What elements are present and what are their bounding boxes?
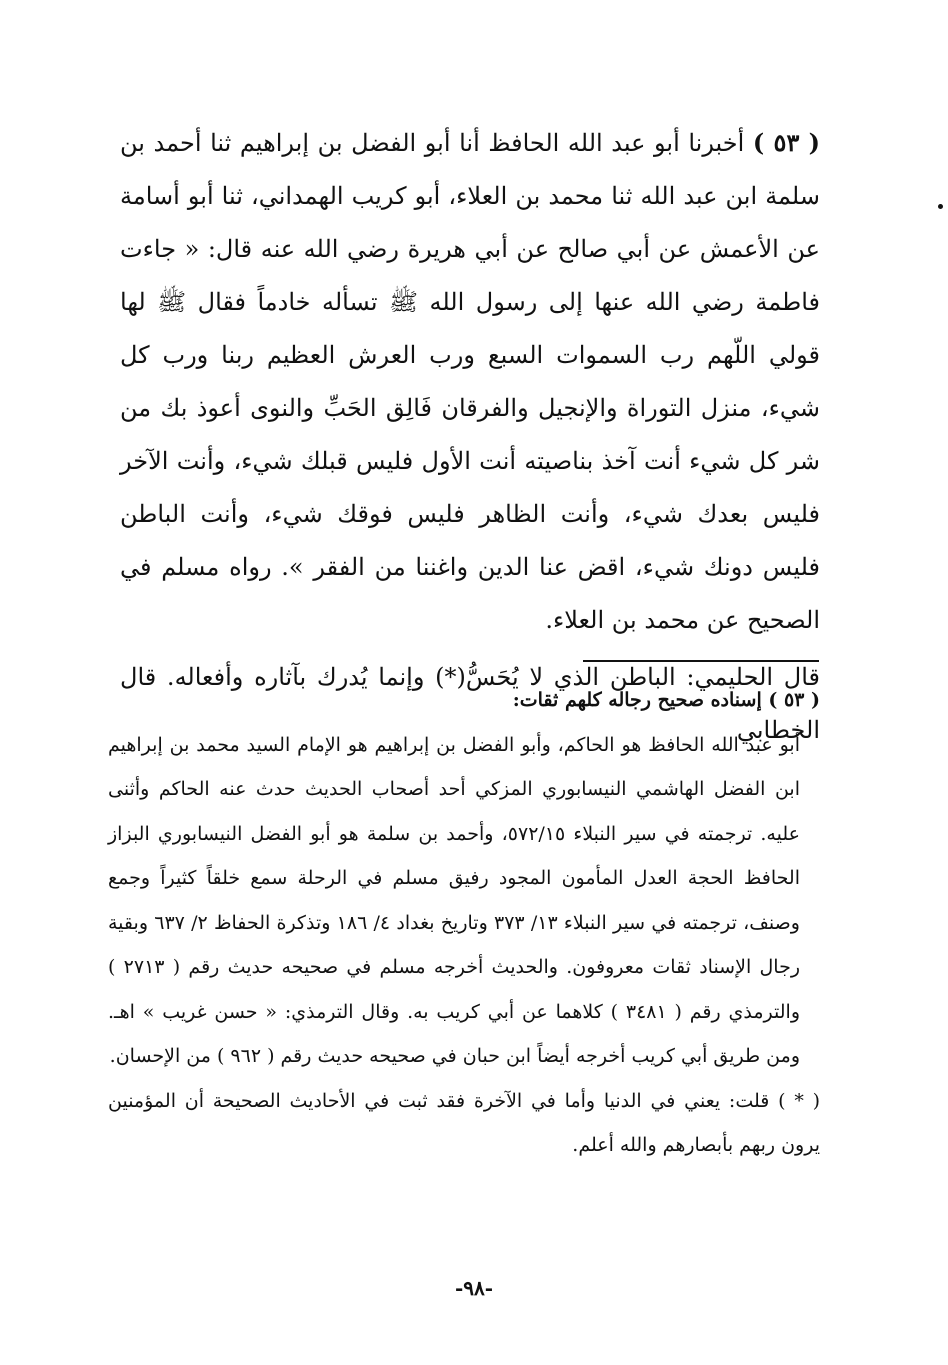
footnotes-block xyxy=(108,678,820,1168)
hadith-paragraph xyxy=(120,116,820,647)
footnote-53-heading: ( ٥٣ ) إسناده صحيح رجاله كلهم ثقات: xyxy=(512,689,820,711)
page-number: -٩٨- xyxy=(454,1276,494,1300)
margin-mark xyxy=(938,204,943,209)
hadith-number: ( ٥٣ ) xyxy=(752,128,820,157)
footnote-star: ( * ) قلت: يعني في الدنيا وأما في الآخرة فقد ثبت في الأحاديث الصحيحة أن المؤمنين يرون ربهم بأبصارهم والله أعلم. xyxy=(108,1089,820,1156)
footnote-separator xyxy=(583,660,819,662)
halimi-paragraph: قال الحليمي: الباطن الذي لا يُحَسُّ(*) وإنما يُدرك بآثاره وأفعاله. قال الخطابي xyxy=(120,663,820,744)
footnote-53-body: أبو عبد الله الحافظ هو الحاكم، وأبو الفضل بن إبراهيم هو الإمام السيد محمد بن إبراهيم ابن الفضل الهاشمي النيسابوري المزكي أحد أصحاب الحديث حدث عنه الحاكم وأثنى عليه. ترجمته في سير النبلاء ٥٧٢/١٥، وأحمد بن سلمة هو أبو الفضل النيسابوري البزاز الحافظ الحجة العدل المأمون المجود رفيق مسلم في الرحلة سمع خلقاً كثيراً وجمع وصنف، ترجمته في سير النبلاء ١٣/ ٣٧٣ وتاريخ بغداد ٤/ ١٨٦ وتذكرة الحفاظ ٢/ ٦٣٧ وبقية رجال الإسناد ثقات معروفون. والحديث أخرجه مسلم في صحيحه حديث رقم ( ٢٧١٣ ) والترمذي رقم ( ٣٤٨١ ) كلاهما عن أبي كريب به. وقال الترمذي: « حسن غريب » اهـ. ومن طريق أبي كريب أخرجه أيضاً ابن حبان في صحيحه حديث رقم ( ٩٦٢ ) من الإحسان. xyxy=(108,733,801,1067)
hadith-text: أخبرنا أبو عبد الله الحافظ أنا أبو الفضل بن إبراهيم ثنا أحمد بن سلمة ابن عبد الله ثنا محمد بن العلاء، أبو كريب الهمداني، ثنا أبو أسامة عن الأعمش عن أبي صالح عن أبي هريرة رضي الله عنه قال: « جاءت فاطمة رضي الله عنها إلى رسول الله ﷺ تسأله خادماً فقال ﷺ لها قولي اللّهم رب السموات السبع ورب العرش العظيم ربنا ورب كل شيء، منزل التوراة والإنجيل والفرقان فَالِق الحَبِّ والنوى أعوذ بك من شر كل شيء أنت آخذ بناصيته أنت الأول فليس قبلك شيء، وأنت الآخر فليس بعدك شيء، وأنت الظاهر فليس فوقك شيء، وأنت الباطن فليس دونك شيء، اقض عنا الدين واغننا من الفقر ». رواه مسلم في الصحيح عن محمد بن العلاء. xyxy=(120,129,820,634)
